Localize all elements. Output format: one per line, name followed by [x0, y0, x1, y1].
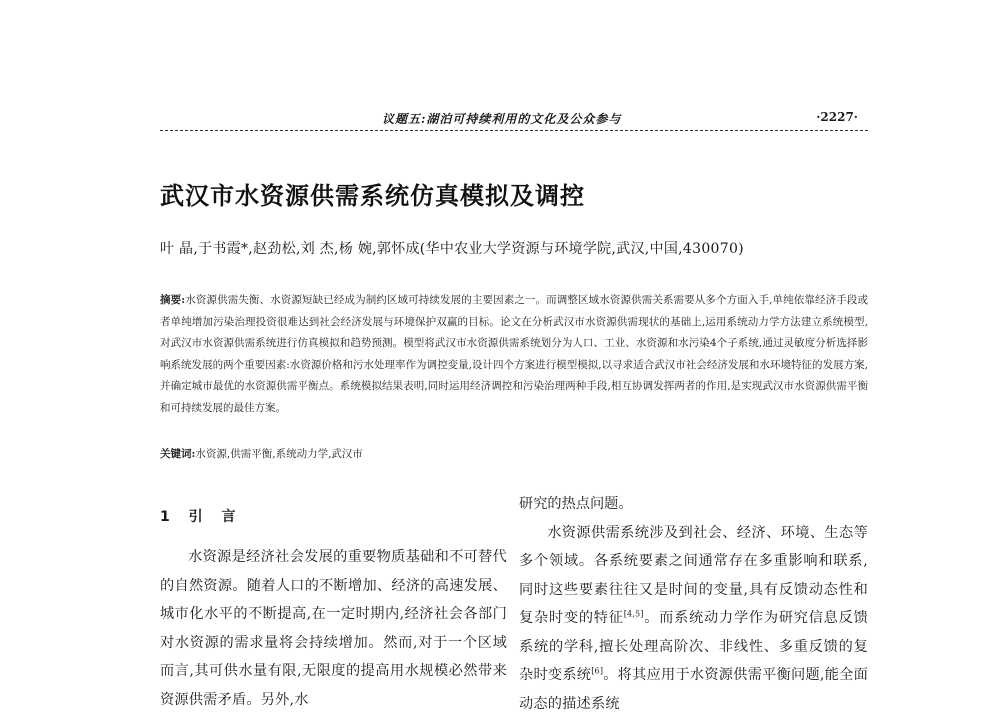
keywords-label: 关键词:	[160, 448, 195, 460]
page-number: ·2227·	[816, 110, 858, 124]
author-line: 叶 晶,于书霞*,赵劲松,刘 杰,杨 婉,郭怀成(华中农业大学资源与环境学院,武汉,中国,430070)	[160, 238, 868, 258]
left-column	[160, 505, 507, 688]
section-heading-introduction: 1 引 言	[160, 505, 507, 543]
header-rule	[160, 130, 868, 131]
abstract-label: 摘要:	[160, 294, 185, 306]
introduction-text: 水资源是经济社会发展的重要物质基础和不可替代的自然资源。随着人口的不断增加、经济的高速发展、城市化水平的不断提高,在一定时期内,经济社会各部门对水资源的需求量将会持续增加。然而,对于一个区域而言,其可供水量有限,无限度的提高用水规模必然带来资源供需矛盾。另外,水	[160, 549, 507, 708]
running-header	[160, 108, 868, 130]
abstract-text: 水资源供需失衡、水资源短缺已经成为制约区域可持续发展的主要因素之一。而调整区域水资源供需关系需要从多个方面入手,单纯依靠经济手段或者单纯增加污染治理投资很难达到社会经济发展与环境保护双赢的目标。论文在分析武汉市水资源供需现状的基础上,运用系统动力学方法建立系统模型,对武汉市水资源供需系统进行仿真模拟和趋势预测。模型将武汉市水资源供需系统划分为人口、工业、水资源和水污染4个子系统,通过灵敏度分析选择影响系统发展的两个重要因素:水资源价格和污水处理率作为调控变量,设计四个方案进行模型模拟,以寻求适合武汉市社会经济发展和水环境特征的发展方案,并确定城市最优的水资源供需平衡点。系统模拟结果表明,同时运用经济调控和污染治理两种手段,相互协调发挥两者的作用,是实现武汉市水资源供需平衡和可持续发展的最佳方案。	[160, 294, 868, 414]
paragraph-text-part2: 。而系统动力学作为研究信息反馈系统的学科,擅长处理高阶次、非线性、多重反馈的复杂时变系统	[519, 610, 868, 683]
running-header-title: 议题五:湖泊可持续利用的文化及公众参与	[382, 110, 621, 127]
paragraph-text-part1: 水资源供需系统涉及到社会、经济、环境、生态等多个领域。各系统要素之间通常存在多重影响和联系,同时这些要素往往又是时间的变量,具有反馈动态性和复杂时变的特征	[519, 525, 868, 627]
citation-4-5: [4,5]	[624, 609, 644, 618]
introduction-paragraph	[160, 543, 507, 714]
abstract	[160, 290, 868, 419]
right-column	[519, 490, 868, 688]
keywords-text: 水资源,供需平衡,系统动力学,武汉市	[195, 448, 363, 460]
keywords	[160, 445, 868, 463]
continued-line: 研究的热点问题。	[519, 490, 868, 519]
article-title: 武汉市水资源供需系统仿真模拟及调控	[160, 176, 585, 211]
system-dynamics-paragraph	[519, 519, 868, 718]
citation-6: [6]	[591, 666, 603, 675]
paragraph-text-part3: 。将其应用于水资源供需平衡问题,能全面动态的描述系统	[519, 667, 868, 712]
